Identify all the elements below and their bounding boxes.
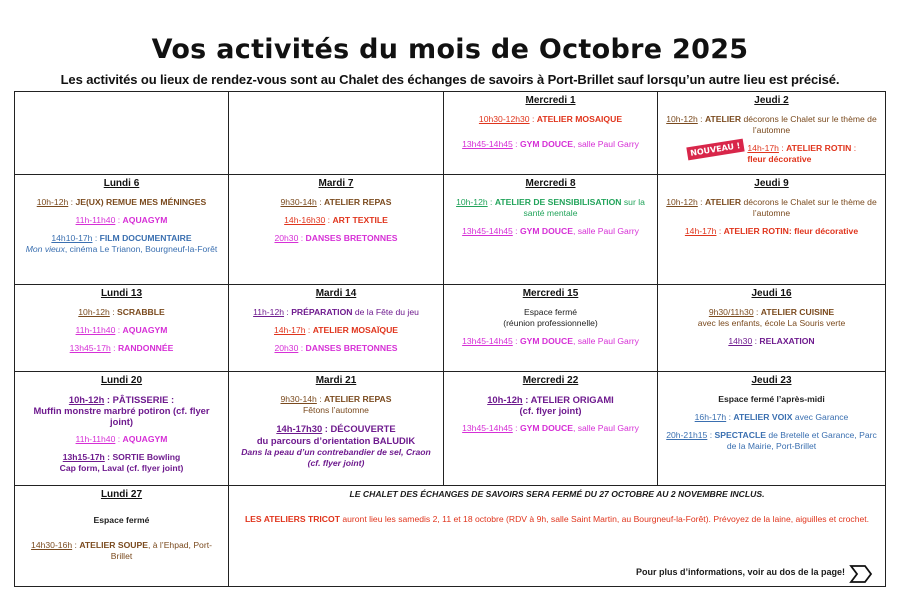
- day-heading: Jeudi 23: [751, 375, 792, 386]
- activity: 10h-12h : PÂTISSERIE : Muffin monstre marbré potiron (cf. flyer joint): [33, 394, 210, 427]
- day-heading: Lundi 13: [100, 288, 143, 299]
- activity: 13h45-14h45 : GYM DOUCE, salle Paul Garry: [462, 139, 639, 149]
- activity: 10h-12h : ATELIER décorons le Chalet sur le thème de l’automne: [666, 114, 877, 135]
- day-cell-jeudi-2: [658, 92, 886, 175]
- tricot-notice: LES ATELIERS TRICOT auront lieu les samedis 2, 11 et 18 octobre (RDV à 9h, salle Saint Martin, au Bourgneuf-la-Forêt). Prévoyez de la laine, aiguilles et crochet.: [244, 514, 870, 524]
- activity: 10h-12h : JE(UX) REMUE MES MÉNINGES: [36, 197, 207, 207]
- activity: 11h-12h : PRÉPARATION de la Fête du jeu: [253, 307, 419, 317]
- page-subtitle: Les activités ou lieux de rendez-vous sont au Chalet des échanges de savoirs à Port-Brillet sauf lorsqu’un autre lieu est précisé.: [60, 72, 840, 87]
- activity: 11h-11h40 : AQUAGYM: [75, 434, 168, 444]
- activity: 10h-12h : ATELIER ORIGAMI (cf. flyer joint): [487, 394, 614, 416]
- activity: 14h-17h : ATELIER ROTIN: fleur décorative: [684, 226, 859, 236]
- activity: NOUVEAU ! 14h-17h : ATELIER ROTIN : fleur décorative: [664, 143, 879, 165]
- activity-calendar: [14, 91, 886, 587]
- activity: 14h-17h30 : DÉCOUVERTE du parcours d’orientation BALUDIK Dans la peau d’un contrebandier de sel, Craon (cf. flyer joint): [241, 423, 431, 468]
- day-cell-mardi-14: [229, 285, 444, 372]
- closure-notice: LE CHALET DES ÉCHANGES DE SAVOIRS SERA FERMÉ DU 27 OCTOBRE AU 2 NOVEMBRE INCLUS.: [349, 489, 765, 499]
- week-row-4: [15, 372, 886, 486]
- more-info-note: Pour plus d’informations, voir au dos de la page!: [635, 567, 845, 577]
- day-cell-mercredi-8: [444, 175, 658, 285]
- day-heading: Mercredi 8: [525, 178, 576, 189]
- day-heading: Mardi 7: [318, 178, 354, 189]
- day-heading: Mercredi 1: [525, 95, 576, 106]
- activity: 13h45-14h45 : GYM DOUCE, salle Paul Garry: [462, 336, 639, 346]
- activity: 13h45-17h : RANDONNÉE: [69, 343, 174, 353]
- week-row-5: [15, 486, 886, 587]
- day-heading: Lundi 20: [100, 375, 143, 386]
- activity: 10h-12h : SCRABBLE: [78, 307, 165, 317]
- activity: 20h30 : DANSES BRETONNES: [274, 233, 398, 243]
- day-heading: Jeudi 16: [751, 288, 792, 299]
- activity: 14h30 : RELAXATION: [728, 336, 815, 346]
- closed-notice: Espace fermé l’après-midi: [718, 394, 825, 404]
- day-cell-lundi-20: [15, 372, 229, 486]
- activity: 20h-21h15 : SPECTACLE de Bretelle et Garance, Parc de la Mairie, Port-Brillet: [666, 430, 877, 451]
- activity: 13h45-14h45 : GYM DOUCE, salle Paul Garry: [462, 423, 639, 433]
- page-title: Vos activités du mois de Octobre 2025: [151, 34, 749, 65]
- day-cell-lundi-13: [15, 285, 229, 372]
- day-heading: Mardi 14: [315, 288, 357, 299]
- activity: 10h-12h : ATELIER DE SENSIBILISATION sur la santé mentale: [456, 197, 645, 218]
- day-cell-jeudi-23: [658, 372, 886, 486]
- chevron-right-outline-icon: [849, 564, 873, 584]
- activity: 9h30-14h : ATELIER REPAS Fêtons l’automne: [280, 394, 392, 415]
- closed-notice: Espace fermé: [523, 307, 578, 317]
- empty-cell: [15, 92, 229, 175]
- activity: 14h-17h : ATELIER MOSAÏQUE: [273, 325, 399, 335]
- closed-notice: Espace fermé: [93, 515, 150, 525]
- info-cell: [229, 486, 886, 587]
- day-cell-jeudi-9: [658, 175, 886, 285]
- activity: 20h30 : DANSES BRETONNES: [274, 343, 398, 353]
- activity: 13h15-17h : SORTIE Bowling Cap form, Laval (cf. flyer joint): [59, 452, 184, 473]
- week-row-1: [15, 92, 886, 175]
- day-cell-mardi-7: [229, 175, 444, 285]
- activity: 9h30/11h30 : ATELIER CUISINE avec les enfants, école La Souris verte: [697, 307, 846, 328]
- activity: 14h30-16h : ATELIER SOUPE, à l’Ehpad, Port-Brillet: [31, 540, 212, 561]
- day-cell-mercredi-15: [444, 285, 658, 372]
- closed-reason: (réunion professionnelle): [503, 318, 598, 328]
- day-cell-lundi-6: [15, 175, 229, 285]
- day-heading: Mercredi 22: [522, 375, 579, 386]
- activity: 9h30-14h : ATELIER REPAS: [280, 197, 392, 207]
- week-row-2: [15, 175, 886, 285]
- day-heading: Jeudi 9: [754, 178, 789, 189]
- activity: 10h-12h : ATELIER décorons le Chalet sur le thème de l’automne: [666, 197, 877, 218]
- activity: 14h10-17h : FILM DOCUMENTAIRE Mon vieux, cinéma Le Trianon, Bourgneuf-la-Forêt: [25, 233, 218, 254]
- day-cell-mardi-21: [229, 372, 444, 486]
- empty-cell: [229, 92, 444, 175]
- activity: 16h-17h : ATELIER VOIX avec Garance: [694, 412, 849, 422]
- day-cell-jeudi-16: [658, 285, 886, 372]
- info-panel: [235, 489, 879, 584]
- activity: 11h-11h40 : AQUAGYM: [75, 215, 168, 225]
- activity: 14h-16h30 : ART TEXTILE: [284, 215, 388, 225]
- activity: 11h-11h40 : AQUAGYM: [75, 325, 168, 335]
- day-cell-mercredi-22: [444, 372, 658, 486]
- new-badge: NOUVEAU !: [686, 139, 744, 161]
- day-heading: Lundi 6: [103, 178, 140, 189]
- activity: 10h30-12h30 : ATELIER MOSAIQUE: [478, 114, 623, 124]
- week-row-3: [15, 285, 886, 372]
- day-heading: Mercredi 15: [522, 288, 579, 299]
- day-heading: Jeudi 2: [754, 95, 789, 106]
- day-cell-mercredi-1: [444, 92, 658, 175]
- activity: 13h45-14h45 : GYM DOUCE, salle Paul Garry: [462, 226, 639, 236]
- day-heading: Lundi 27: [100, 489, 143, 500]
- day-heading: Mardi 21: [315, 375, 357, 386]
- day-cell-lundi-27: [15, 486, 229, 587]
